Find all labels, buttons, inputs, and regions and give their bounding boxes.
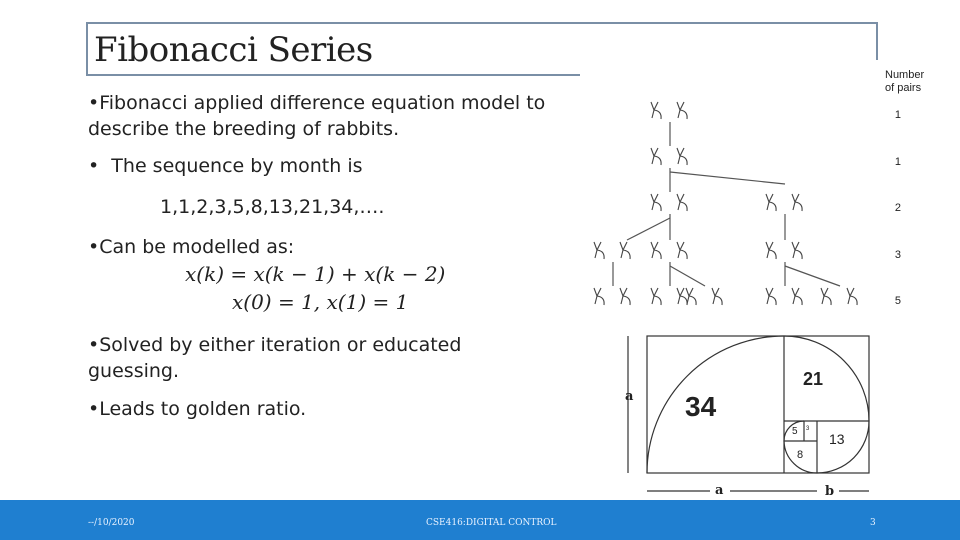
rabbit-icon <box>620 288 630 305</box>
pairs-count-column <box>895 109 901 307</box>
bullet-solution <box>88 332 508 384</box>
title-underline <box>86 74 580 76</box>
fibonacci-sequence: 1,1,2,3,5,8,13,21,34,…. <box>160 196 385 218</box>
label-a-left: a <box>625 389 634 404</box>
label-13: 13 <box>829 431 845 447</box>
rabbit-icon <box>792 242 802 259</box>
rabbit-icon <box>821 288 831 305</box>
pairs-count: 2 <box>894 202 901 214</box>
rabbit-icon <box>712 288 722 305</box>
bullet-text: Leads to golden ratio. <box>99 398 307 420</box>
label-8: 8 <box>797 449 804 461</box>
rabbit-icon <box>594 288 604 305</box>
rabbit-icon <box>651 194 661 211</box>
rabbit-icon <box>651 148 661 165</box>
rabbit-icon <box>620 242 630 259</box>
bullet-sequence-intro <box>88 155 363 177</box>
pairs-count: 3 <box>894 249 901 261</box>
bullet-marker: • <box>88 334 100 356</box>
label-3: 3 <box>806 426 810 432</box>
footer-page-number: 3 <box>870 518 876 528</box>
rabbit-icon <box>677 288 687 305</box>
rabbit-icon <box>766 288 776 305</box>
rabbit-icon <box>594 242 604 259</box>
bullet-marker: • <box>88 398 100 420</box>
rabbit-icon <box>792 288 802 305</box>
bullet-text: Can be modelled as: <box>99 236 295 258</box>
rabbit-pairs <box>594 102 857 305</box>
rabbit-icon <box>677 148 687 165</box>
bullet-text: Solved by either iteration or educated guessing. <box>88 334 462 382</box>
pairs-header-line2: of pairs <box>885 82 922 94</box>
rabbit-icon <box>686 288 696 305</box>
golden-spiral <box>647 336 869 473</box>
recurrence-equation: x(k) = x(k − 1) + x(k − 2) <box>185 262 446 286</box>
footer-date: --/10/2020 <box>88 518 135 528</box>
rabbit-icon <box>766 242 776 259</box>
rabbit-icon <box>677 194 687 211</box>
pairs-count: 1 <box>894 156 901 168</box>
figure-svg <box>585 60 925 506</box>
rabbit-icon <box>651 288 661 305</box>
slide-title: Fibonacci Series <box>94 30 373 70</box>
footer-course: CSE416:DIGITAL CONTROL <box>426 518 557 528</box>
label-21: 21 <box>803 369 824 389</box>
pairs-count: 1 <box>894 109 901 121</box>
label-a-bottom: a <box>715 483 724 498</box>
label-5: 5 <box>792 426 798 437</box>
bullet-text: Fibonacci applied difference equation model to describe the breeding of rabbits. <box>88 92 546 140</box>
rabbit-icon <box>651 242 661 259</box>
rabbit-tree-and-spiral-figure <box>585 60 925 506</box>
rabbit-icon <box>766 194 776 211</box>
bullet-text: The sequence by month is <box>111 155 363 177</box>
label-34: 34 <box>685 391 717 422</box>
initial-conditions: x(0) = 1, x(1) = 1 <box>232 290 409 314</box>
bullet-marker: • <box>88 92 100 114</box>
rabbit-icon <box>677 102 687 119</box>
bullet-breeding <box>88 90 558 142</box>
pairs-header-line1: Number <box>885 69 925 81</box>
pairs-count: 5 <box>894 295 901 307</box>
bullet-model <box>88 236 294 258</box>
footer-bar <box>0 500 960 540</box>
rabbit-icon <box>792 194 802 211</box>
rabbit-icon <box>677 242 687 259</box>
bullet-golden-ratio <box>88 398 306 420</box>
rabbit-icon <box>847 288 857 305</box>
bullet-marker: • <box>88 236 100 258</box>
pairs-header <box>885 69 927 94</box>
rabbit-icon <box>651 102 661 119</box>
label-b-bottom: b <box>825 484 835 499</box>
family-tree-lines <box>613 122 840 286</box>
golden-rectangle <box>628 336 869 491</box>
bullet-marker: • <box>88 155 112 177</box>
